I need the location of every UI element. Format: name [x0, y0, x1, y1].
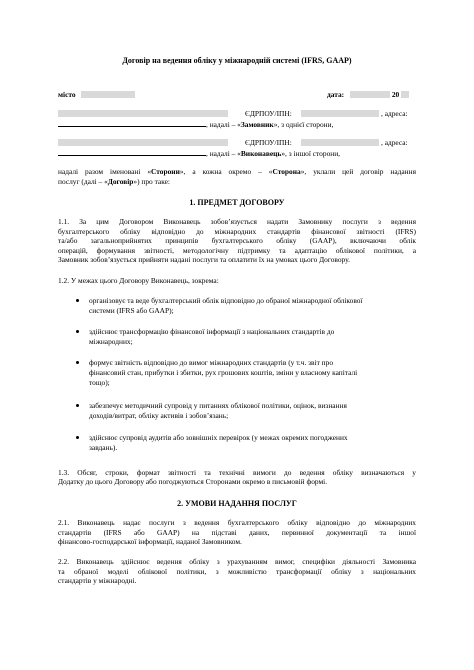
city-line	[58, 90, 135, 99]
p12-text: 1.2. У межах цього Договору Виконавець, зокрема:	[58, 276, 219, 285]
party1-edrpou-label: ЄДРПОУ/ІПН:	[245, 109, 292, 118]
party1-tail-text: », з однієї сторони,	[273, 120, 334, 129]
p11-line: операцій, формування звітності, методологічну підтримку та адаптацію облікової політики, а	[58, 246, 416, 255]
date-line	[327, 90, 409, 99]
party2-edrpou-label: ЄДРПОУ/ІПН:	[245, 138, 292, 147]
year-label: 20	[391, 90, 400, 99]
party1-edrpou-field[interactable]	[301, 110, 379, 117]
section1-heading: 1. ПРЕДМЕТ ДОГОВОРУ	[189, 198, 285, 207]
bullet-line: забезпечує методичний супровід у питаннях облікової політики, оцінок, визнання	[89, 401, 347, 410]
party1-role: Замовник	[240, 120, 274, 129]
section2-heading: 2. УМОВИ НАДАННЯ ПОСЛУГ	[177, 499, 297, 508]
party2-edrpou-field[interactable]	[301, 139, 379, 146]
p11-line: та/або загальноприйнятих принципів бухгалтерського обліку (GAAP), включаючи облік	[58, 236, 416, 245]
bullet-dot	[76, 436, 79, 439]
party2-address-field[interactable]	[58, 148, 206, 156]
party2-address-label: , адреса:	[381, 138, 408, 147]
p21-line: фінансово-господарської інформації, наданої Замовником.	[58, 537, 242, 546]
year-field[interactable]	[401, 91, 409, 98]
intro-line1: надалі разом іменовані «Сторони», а кожна окремо – «Сторона», уклали цей договір надання	[58, 167, 416, 176]
bullet-line: доходів/витрат, обліку активів і зобов’язань;	[89, 411, 229, 420]
bullet-dot	[76, 361, 79, 364]
p21-line: 2.1. Виконавець надає послуги з ведення бухгалтерського обліку відповідно до міжнародних	[58, 518, 416, 527]
party2-name-field[interactable]	[58, 139, 228, 146]
bullet-dot	[76, 404, 79, 407]
p11-line: Замовник зобов’язується прийняти надані послуги та оплатити їх на умовах цього Договору.	[58, 255, 350, 264]
party1-edrpou-row	[301, 109, 379, 118]
party2-mid-text: , надалі – «	[206, 149, 241, 158]
party1-line2	[58, 119, 333, 129]
p13-line: Додатку до цього Договору або погоджуються Сторонами окремо в письмовій формі.	[58, 477, 328, 486]
p11-line: 1.1. За цим Договором Виконавець зобов’язується надати Замовнику послуги з ведення	[58, 217, 416, 226]
bullet-line: міжнародних;	[89, 337, 133, 346]
party2-tail-text: », з іншої сторони,	[281, 149, 341, 158]
bullet-line: тощо);	[89, 378, 110, 387]
bullet-line: завдань).	[89, 443, 118, 452]
party2-role: Виконавець	[240, 149, 282, 158]
bullet-line: формує звітність відповідно до вимог міжнародних стандартів (у т.ч. звіт про	[89, 358, 334, 367]
p22-line: 2.2. Виконавець здійснює ведення обліку з урахуванням вимог, специфіки діяльності Замовника	[58, 557, 416, 566]
date-field[interactable]	[350, 91, 390, 98]
bullet-dot	[76, 330, 79, 333]
bullet-line: фінансовий стан, прибутки і збитки, рух грошових коштів, зміни у власному капіталі	[89, 368, 358, 377]
party2-line1	[58, 138, 228, 147]
p13-line: 1.3. Обсяг, строки, формат звітності та технічні вимоги до ведення обліку визначаються у	[58, 468, 416, 477]
city-field[interactable]	[81, 91, 135, 98]
city-label: місто	[58, 90, 76, 99]
party1-name-field[interactable]	[58, 110, 228, 117]
bullet-line: організовує та веде бухгалтерський облік відповідно до обраної міжнародної облікової	[89, 296, 363, 305]
bullet-line: здійснює супровід аудитів або зовнішніх перевірок (у межах окремих погоджених	[89, 433, 348, 442]
party1-address-field[interactable]	[58, 119, 206, 127]
bullet-line: здійснює трансформацію фінансової інформації з національних стандартів до	[89, 327, 335, 336]
party2-line2	[58, 148, 340, 158]
document-title: Договір на ведення обліку у міжнародній системі (IFRS, GAAP)	[122, 56, 352, 65]
p11-line: бухгалтерського обліку відповідно до міжнародних стандартів фінансової звітності (IFRS)	[58, 227, 416, 236]
p22-line: та обраної моделі облікової політики, з можливістю трансформації обліку з національних	[58, 567, 416, 576]
p22-line: стандартів у міжнародні.	[58, 576, 137, 585]
party1-line1	[58, 109, 228, 118]
party1-address-label: , адреса:	[381, 109, 408, 118]
p21-line: стандартів (IFRS або GAAP) на підставі даних, первинної документації та іншої	[58, 528, 416, 537]
party1-mid-text: , надалі – «	[206, 120, 241, 129]
bullet-dot	[76, 299, 79, 302]
date-label: дата:	[327, 90, 345, 99]
intro-line2: послуг (далі – «Договір») про таке:	[58, 177, 170, 186]
party2-edrpou-row	[301, 138, 379, 147]
bullet-line: системи (IFRS або GAAP);	[89, 306, 174, 315]
